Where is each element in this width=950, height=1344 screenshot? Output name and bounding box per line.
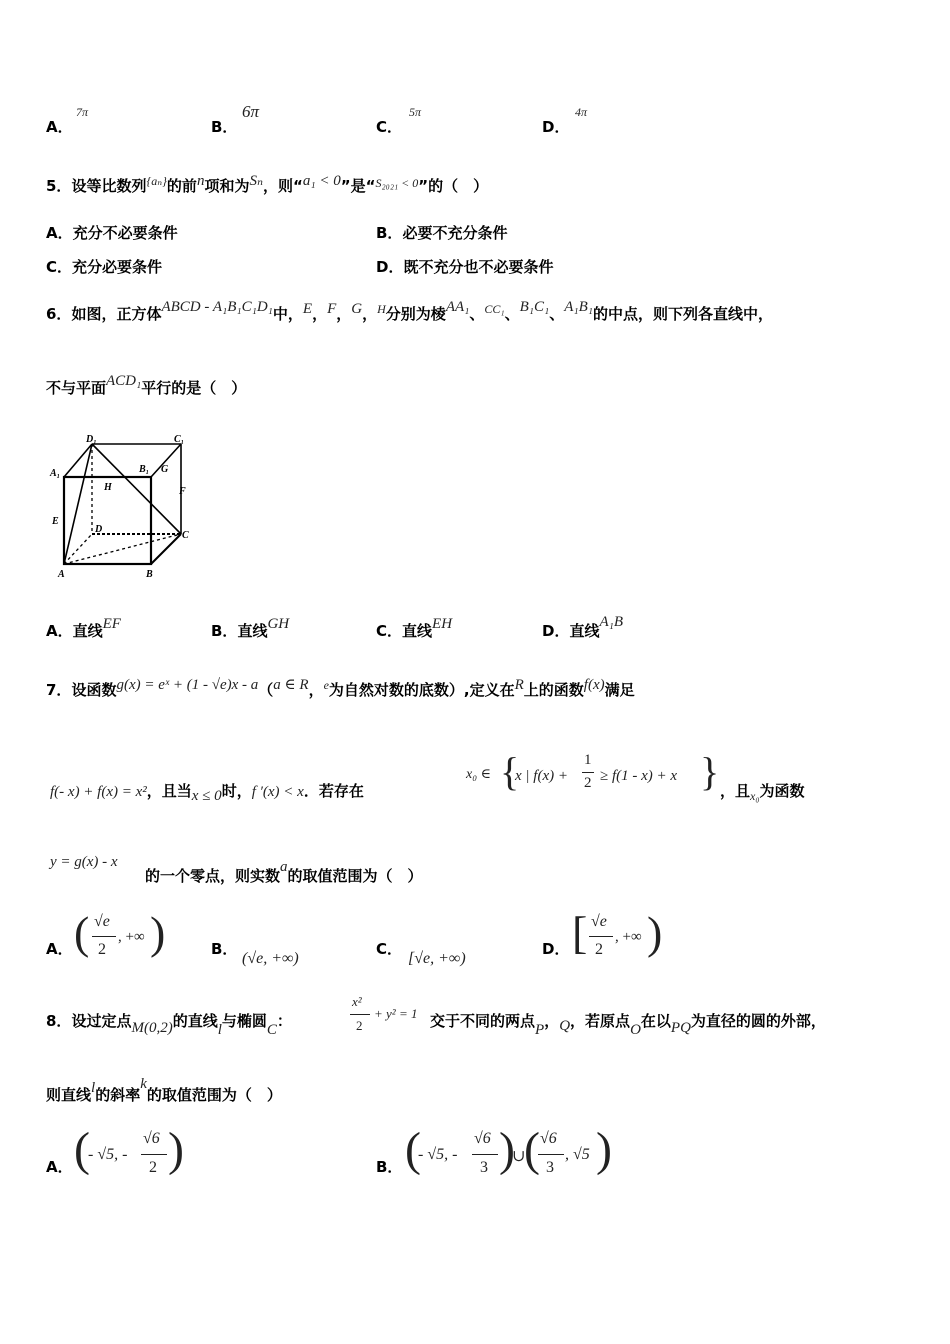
label-b1: B₁ <box>139 464 150 475</box>
label-h: H <box>104 482 112 493</box>
q5-stem: 5．设等比数列$^{\{a_n\}}$的前n项和为Sₙ，则“a₁ < 0”是“$^{S_{2021} < 0}$”的（ ） <box>46 173 489 195</box>
q7-stem-line1: 7．设函数g(x) = eˣ + (1 - √e)x - a（a ∈ R，$^e$为自然对数的底数）,定义在R上的函数f(x)满足 <box>46 677 635 699</box>
q6-stem-line2: 不与平面ACD₁平行的是（ ） <box>46 373 247 397</box>
q7-d-num: √e <box>591 913 607 930</box>
label-d1: D₁ <box>86 434 97 445</box>
q7-d-close: ) <box>647 907 663 958</box>
q7-set-open-brace: { <box>500 749 520 794</box>
q8-ellipse-bar <box>350 1014 370 1015</box>
q7-option-a[interactable]: A． <box>46 940 73 958</box>
q6-option-a[interactable]: A．直线EF <box>46 616 121 640</box>
q7-option-d[interactable]: D． <box>542 940 570 958</box>
q4-option-a-value: 7π <box>76 105 89 119</box>
q8-stem-line1-b: 交于不同的两点P，Q，若原点O在以PQ为直径的圆的外部， <box>430 1012 826 1038</box>
q5-option-b[interactable]: B．必要不充分条件 <box>376 224 508 242</box>
q7-d-tail: , +∞ <box>615 929 642 945</box>
q4-option-d[interactable]: D． <box>542 118 570 136</box>
q8-stem-line2: 则直线l的斜率k的取值范围为（ ） <box>46 1076 282 1104</box>
q8-b-close2: ) <box>596 1123 612 1176</box>
edge-bc <box>151 534 181 564</box>
q4-option-c-value: 5π <box>409 105 422 119</box>
q7-half-bar <box>582 772 594 773</box>
q6-option-d[interactable]: D．直线A₁B <box>542 614 624 640</box>
label-c1: C₁ <box>174 434 185 445</box>
label-a1: A₁ <box>50 468 61 479</box>
q8-b-num: √6 <box>474 1130 491 1147</box>
q7-set-body: x | f(x) + <box>515 768 568 784</box>
q7-a-num: √e <box>94 913 110 930</box>
q8-b-bar2 <box>538 1154 564 1155</box>
q7-a-open: ( <box>74 907 90 958</box>
q4-option-b[interactable]: B． <box>211 118 238 136</box>
q7-c-expr: [√e, +∞) <box>408 950 466 967</box>
q6-option-b[interactable]: B．直线GH <box>211 616 290 640</box>
q8-a-den: 2 <box>149 1159 157 1176</box>
q7-stem-line3-text: 的一个零点，则实数a的取值范围为（ ） <box>145 859 423 885</box>
q8-option-a[interactable]: A． <box>46 1158 73 1176</box>
label-e: E <box>52 516 59 527</box>
q8-ellipse-num: x² <box>352 994 362 1009</box>
q7-half-num: 1 <box>584 752 592 768</box>
q7-b-expr: (√e, +∞) <box>242 950 299 967</box>
q7-set-close-brace: } <box>700 749 720 794</box>
q8-b-den: 3 <box>480 1159 488 1176</box>
q5-option-d[interactable]: D．既不充分也不必要条件 <box>376 258 554 276</box>
diag-ad1 <box>64 444 92 564</box>
q8-a-expr: - √5, - <box>88 1146 128 1163</box>
q8-a-bar <box>141 1154 167 1155</box>
q8-ellipse-den: 2 <box>356 1018 363 1033</box>
q7-d-den: 2 <box>595 941 603 958</box>
q7-half-den: 2 <box>584 775 592 791</box>
q5-option-c[interactable]: C．充分必要条件 <box>46 258 163 276</box>
q7-option-c[interactable]: C． <box>376 940 403 958</box>
q4-option-b-value: 6π <box>242 102 260 121</box>
label-d: D <box>95 524 103 535</box>
q8-a-open: ( <box>74 1123 90 1176</box>
q7-set-rhs: ≥ f(1 - x) + x <box>600 768 678 784</box>
q4-option-a[interactable]: A． <box>46 118 73 136</box>
q8-b-close1: ) <box>499 1123 515 1176</box>
q7-a-close: ) <box>150 907 166 958</box>
q6-stem-line1: 6．如图，正方体ABCD - A₁B₁C₁D₁中，E，F，G，$^H$分别为棱AA₁、$^{CC_1}$、B₁C₁、A₁B₁的中点，则下列各直线中， <box>46 299 773 323</box>
q8-a-close: ) <box>168 1123 184 1176</box>
label-c: C <box>182 530 189 541</box>
q7-option-b[interactable]: B． <box>211 940 238 958</box>
q8-b-cup: ∪ <box>512 1148 526 1165</box>
label-g: G <box>161 464 169 475</box>
q5-option-a[interactable]: A．充分不必要条件 <box>46 224 178 242</box>
q8-stem-line1-a: 8．设过定点M(0,2)的直线l与椭圆C： <box>46 1012 292 1038</box>
q7-stem-line2-tail: ，且$_{x_0}$为函数 <box>720 782 805 803</box>
q7-a-den: 2 <box>98 941 106 958</box>
diag-ac-hidden <box>64 534 181 564</box>
q8-b-bar <box>472 1154 498 1155</box>
q6-option-c[interactable]: C．直线EH <box>376 616 453 640</box>
q8-b-den2: 3 <box>546 1159 554 1176</box>
q8-b-tail: , √5 <box>565 1146 590 1163</box>
q7-set-lhs: x₀ ∈ <box>466 767 491 782</box>
q8-b-num2: √6 <box>540 1130 557 1147</box>
q7-a-bar <box>92 936 116 937</box>
q7-stem-line3: y = g(x) - x <box>50 854 118 870</box>
q4-option-d-value: 4π <box>575 105 588 119</box>
q7-stem-line2: f(- x) + f(x) = x²，且当x ≤ 0时，f ′(x) < x．若存在 <box>50 782 364 804</box>
q8-option-b[interactable]: B． <box>376 1158 403 1176</box>
label-b: B <box>146 569 153 580</box>
label-a: A <box>58 569 65 580</box>
q8-a-num: √6 <box>143 1130 160 1147</box>
label-f: F <box>179 486 186 497</box>
cube-figure <box>46 432 196 582</box>
q7-d-open: [ <box>572 907 588 958</box>
q7-a-tail: , +∞ <box>118 929 145 945</box>
q4-option-c[interactable]: C． <box>376 118 403 136</box>
q8-ellipse-rest: + y² = 1 <box>374 1006 418 1021</box>
q8-b-open2: ( <box>524 1123 540 1176</box>
q8-b-open1: ( <box>405 1123 421 1176</box>
q7-d-bar <box>589 936 613 937</box>
q8-b-expr: - √5, - <box>418 1146 458 1163</box>
